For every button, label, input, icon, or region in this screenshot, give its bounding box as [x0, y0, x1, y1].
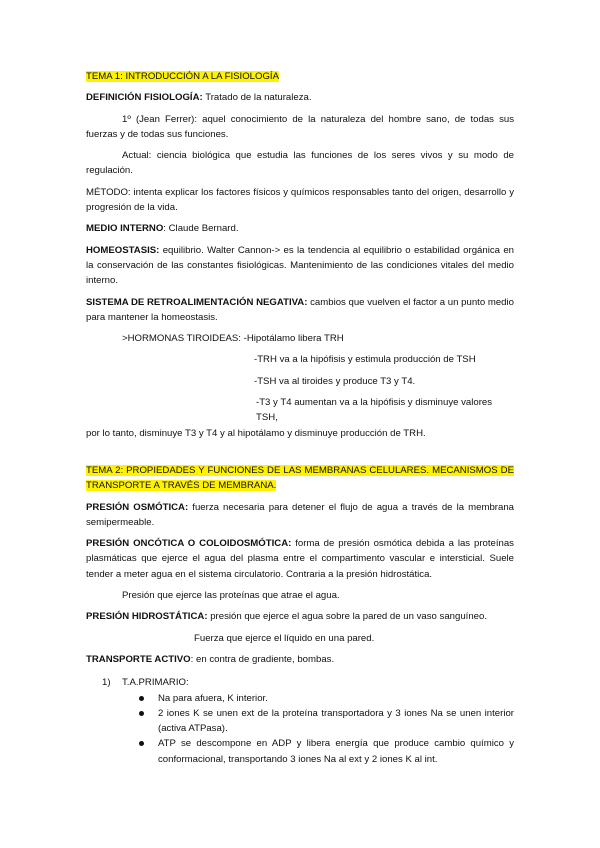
tema2-title: [86, 463, 514, 494]
bullet-item: 2 iones K se unen ext de la proteína transportadora y 3 iones Na se unen interior (activa ATPasa).: [158, 706, 514, 737]
document-body: [86, 69, 514, 767]
medio-interno-text: : Claude Bernard.: [163, 223, 239, 235]
homeostasis-text: equilibrio. Walter Cannon-> es la tendencia al equilibrio o estabilidad orgánica en la conservación de las constantes fisiológicas. Mantenimiento de las condiciones vitales del medio interno.: [86, 244, 514, 287]
definicion-1: 1º (Jean Ferrer): aquel conocimiento de la naturaleza del hombre sano, de todas sus fuerzas y de todas sus funciones.: [86, 113, 514, 140]
metodo-paragraph: [86, 185, 514, 216]
definicion-paragraph: [86, 90, 514, 105]
t3t4-continuation: por lo tanto, disminuye T3 y T4 y al hipotálamo y disminuye producción de TRH.: [86, 427, 426, 439]
presion-osmotica-paragraph: [86, 500, 514, 531]
retroalimentacion-paragraph: [86, 295, 514, 326]
tema1-title-highlight: TEMA 1: INTRODUCCIÓN A LA FISIOLOGÍA: [86, 71, 279, 82]
medio-interno-paragraph: [86, 221, 514, 236]
trh-line: -TRH va a la hipófisis y estimula producción de TSH: [254, 354, 476, 366]
definicion-2: Actual: ciencia biológica que estudia las funciones de los seres vivos y su modo de regulación.: [86, 150, 514, 177]
retroalimentacion-label: SISTEMA DE RETROALIMENTACIÓN NEGATIVA:: [86, 296, 308, 308]
tema2-title-highlight: TEMA 2: PROPIEDADES Y FUNCIONES DE LAS MEMBRANAS CELULARES. MECANISMOS DE TRANSPORTE A TRAVÉS DE MEMBRANA.: [86, 464, 514, 492]
transporte-activo-paragraph: [86, 652, 514, 667]
retroalimentacion-text: cambios que vuelven el factor a un punto medio para mantener la homeostasis.: [86, 296, 514, 323]
t3t4-line: -T3 y T4 aumentan va a la hipófisis y disminuye valores TSH,: [256, 397, 493, 424]
transporte-activo-label: TRANSPORTE ACTIVO: [86, 653, 191, 665]
list-item-primario: [102, 675, 514, 767]
presion-oncotica-label: PRESIÓN ONCÓTICA O COLOIDOSMÓTICA:: [86, 538, 292, 550]
presion-osmotica-text: fuerza necesaria para detener el flujo de agua a través de la membrana semipermeable.: [86, 501, 515, 528]
presion-hidrostatica-note: Fuerza que ejerce el líquido en una pared.: [194, 632, 375, 644]
hormonas-line: >HORMONAS TIROIDEAS: -Hipotálamo libera TRH: [122, 333, 344, 345]
list-number: 1): [102, 677, 111, 689]
metodo-label: MÉTODO:: [86, 186, 131, 198]
homeostasis-label: HOMEOSTASIS:: [86, 244, 160, 256]
bullet-item: Na para afuera, K interior.: [158, 691, 514, 706]
presion-oncotica-note: Presión que ejerce las proteínas que atrae el agua.: [122, 590, 340, 602]
metodo-text: intenta explicar los factores físicos y químicos responsables tanto del origen, desarrollo y progresión de la vida.: [86, 186, 514, 214]
medio-interno-label: MEDIO INTERNO: [86, 223, 164, 235]
bullet-item: ATP se descompone en ADP y libera energía que produce cambio químico y conformacional, transportando 3 iones Na al ext y 2 iones K al int.: [158, 736, 514, 767]
tsh-line: -TSH va al tiroides y produce T3 y T4.: [254, 375, 416, 387]
list-title: T.A.PRIMARIO:: [122, 677, 189, 689]
definicion-text: Tratado de la naturaleza.: [202, 92, 312, 104]
presion-hidrostatica-text: presión que ejerce el agua sobre la pared de un vaso sanguíneo.: [207, 611, 488, 623]
transporte-activo-text: : en contra de gradiente, bombas.: [190, 653, 335, 665]
tema1-title: [86, 69, 514, 84]
homeostasis-paragraph: [86, 243, 514, 289]
presion-hidrostatica-label: PRESIÓN HIDROSTÁTICA:: [86, 611, 208, 623]
definicion-label: DEFINICIÓN FISIOLOGÍA:: [86, 92, 203, 104]
presion-oncotica-text: forma de presión osmótica debida a las proteínas plasmáticas que ejerce el agua del plasma entre el compartimento vascular e intersticial. Suele tender a meter agua en el sistema circulatorio. Contraria a la presión hidrostática.: [86, 538, 514, 580]
transporte-list: [86, 675, 514, 767]
presion-hidrostatica-paragraph: [86, 609, 514, 624]
bullet-list: [122, 691, 514, 767]
presion-oncotica-paragraph: [86, 536, 514, 582]
presion-osmotica-label: PRESIÓN OSMÓTICA:: [86, 501, 189, 513]
